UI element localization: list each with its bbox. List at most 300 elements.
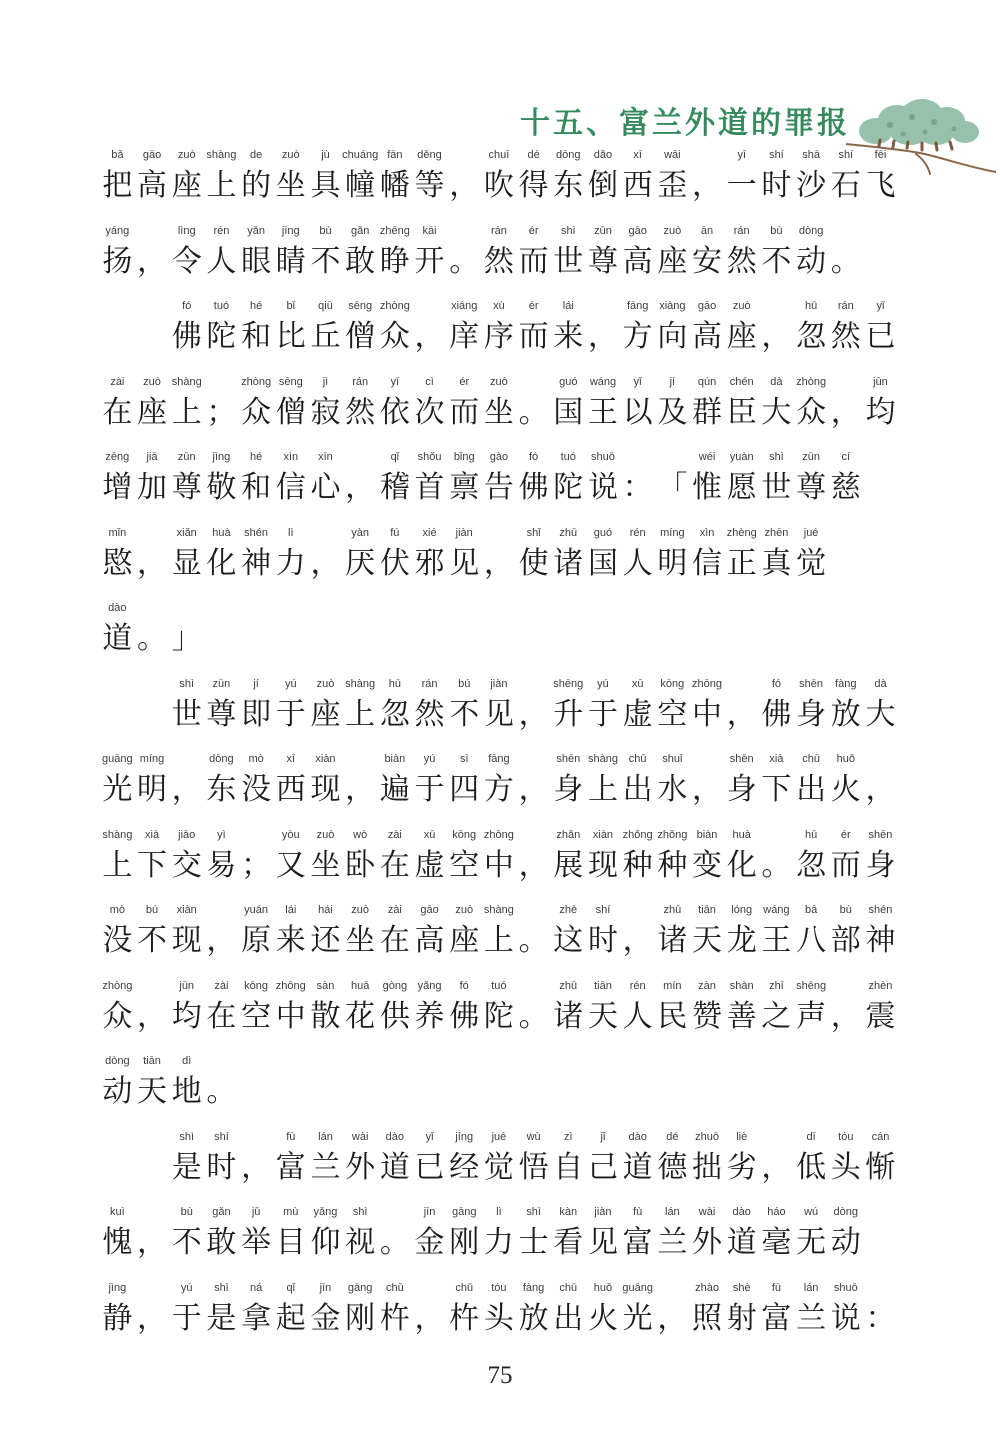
hanzi: 稽 [379,471,410,504]
punct-cell [204,902,239,962]
ruby-cell [378,827,413,887]
pinyin: jué [491,1130,507,1143]
hanzi: 仰 [310,1226,341,1259]
hanzi: 低 [796,1150,827,1184]
hanzi: 照 [692,1301,723,1335]
hanzi: 在 [379,848,410,882]
hanzi: 这 [553,924,584,957]
ruby-cell [447,1129,482,1189]
pinyin: lì [496,1206,502,1218]
pinyin: wáng [763,904,790,916]
pinyin: jí [253,677,259,690]
punct-cell [135,600,170,660]
ruby-cell [724,298,759,358]
pinyin: gāo [697,300,717,312]
hanzi: 忽 [796,320,827,353]
pinyin: zhòng [379,300,410,312]
pinyin: yàn [351,526,370,539]
ruby-cell [239,1204,274,1264]
hanzi: 四 [449,773,480,806]
punct-cell [863,751,898,811]
pinyin: lìng [177,224,196,237]
hanzi: 火 [587,1301,618,1335]
pinyin: shì [769,451,784,463]
hanzi: 还 [310,924,341,957]
pinyin: ér [840,828,851,841]
hanzi: 尊 [796,471,827,504]
ruby-cell [724,1204,759,1264]
pinyin: jūn [179,979,195,992]
ruby-cell [482,1129,517,1189]
hanzi: ， [171,773,202,806]
punct-cell [655,1280,690,1340]
pinyin: xū [631,677,644,690]
pinyin: xià [145,828,160,841]
hanzi: 悟 [518,1150,549,1184]
hanzi: 然 [483,244,514,278]
pinyin: yǎng [417,979,442,992]
ruby-cell [308,223,343,283]
pinyin: jǐ [600,1130,606,1143]
pinyin: wài [351,1130,369,1143]
pinyin: lán [803,1281,819,1294]
hanzi: 升 [553,697,584,731]
ruby-cell [655,978,690,1038]
pinyin: lì [288,526,294,539]
pinyin: shēn [556,753,581,765]
hanzi: 方 [622,320,653,353]
pinyin: yì [217,828,226,841]
punct-cell [516,902,551,962]
ruby-cell [100,1204,135,1264]
hanzi: 。 [830,244,861,278]
pinyin: zhōng [692,677,723,690]
ruby-cell [343,223,378,283]
ruby-cell [135,827,170,887]
hanzi: 身 [865,848,896,882]
ruby-cell [828,1129,863,1189]
ruby-cell [308,827,343,887]
hanzi: 刚 [345,1301,376,1335]
ruby-cell [204,1129,239,1189]
pinyin: zhè [559,904,578,916]
ruby-cell [759,751,794,811]
ruby-cell [655,1204,690,1264]
ruby-cell [100,374,135,434]
hanzi: 群 [692,395,723,429]
pinyin: yǐ [876,300,885,312]
ruby-cell [690,374,725,434]
pinyin: xū [423,828,436,841]
hanzi: 座 [726,320,757,353]
punct-cell [724,676,759,736]
hanzi: 坐 [275,169,306,202]
pinyin: rén [629,979,646,992]
pinyin: zhēng [379,224,410,237]
pinyin: chuī [488,149,510,161]
pinyin: zuò [316,828,335,841]
pinyin: hé [249,451,263,463]
hanzi: 已 [414,1150,445,1184]
pinyin: zài [387,828,402,841]
ruby-cell [204,676,239,736]
hanzi: 首 [414,471,445,504]
page-number: 75 [487,1362,513,1389]
ruby-cell [100,525,135,585]
text-line [100,978,912,1054]
hanzi: 大 [865,697,896,731]
pinyin: shì [179,1130,195,1143]
ruby-cell [169,1129,204,1189]
text-lines [100,147,912,1355]
hanzi: 觉 [796,546,827,580]
hanzi: 上 [483,924,514,957]
ruby-cell [204,449,239,509]
pinyin: wài [698,1206,716,1218]
hanzi: 上 [345,697,376,731]
hanzi: 众 [796,395,827,429]
hanzi: 然 [726,244,757,278]
pinyin: fó [182,300,192,312]
ruby-cell [794,1280,829,1340]
pinyin: gòng [382,979,408,992]
pinyin: qǐ [390,451,400,463]
ruby-cell [273,374,308,434]
pinyin: shí [595,904,611,916]
ruby-cell [100,600,135,660]
punct-cell [828,374,863,434]
ruby-cell [794,676,829,736]
ruby-cell [620,1129,655,1189]
hanzi: 民 [657,999,688,1033]
ruby-cell [204,751,239,811]
hanzi: 卧 [345,848,376,882]
hanzi: 来 [553,320,584,353]
hanzi: 心 [310,471,341,504]
pinyin: ér [528,300,539,312]
pinyin: tóu [838,1130,854,1143]
ruby-cell [828,1204,863,1264]
hanzi: 。 [518,395,549,429]
ruby-cell [482,676,517,736]
hanzi: 兰 [796,1301,827,1335]
punct-cell [655,449,690,509]
ruby-cell [759,374,794,434]
pinyin: rén [629,526,646,539]
hanzi: 于 [587,697,618,731]
ruby-cell [412,978,447,1038]
ruby-cell [551,298,586,358]
ruby-cell [724,827,759,887]
ruby-cell [620,298,655,358]
ruby-cell [135,374,170,434]
pinyin: chén [729,375,754,388]
pinyin: dào [108,602,127,614]
hanzi: 见 [483,697,514,731]
ruby-cell [586,223,621,283]
pinyin: tiān [143,1055,161,1067]
pinyin: xiáng [451,300,478,312]
pinyin: zūn [594,224,612,237]
punct-cell [239,827,274,887]
pinyin: rán [352,375,369,388]
pinyin: xìn [283,451,299,463]
pinyin: dòng [105,1055,130,1067]
pinyin: kōng [660,677,685,690]
ruby-cell [378,676,413,736]
ruby-cell [169,1204,204,1264]
punct-cell [482,525,517,585]
ruby-cell [308,147,343,207]
ruby-cell [551,1129,586,1189]
punct-cell [239,1129,274,1189]
hanzi: 放 [830,697,861,731]
pinyin: gào [489,451,509,463]
pinyin: sēng [348,300,373,312]
hanzi: 动 [102,1075,133,1108]
hanzi: ， [137,1226,168,1259]
ruby-cell [690,525,725,585]
ruby-cell [447,751,482,811]
ruby-cell [308,902,343,962]
pinyin: jūn [873,375,888,388]
ruby-cell [724,449,759,509]
ruby-cell [586,827,621,887]
ruby-cell [863,374,898,434]
pinyin: ān [700,224,714,237]
pinyin: xiàng [659,300,686,312]
hanzi: 比 [275,320,306,353]
pinyin: zài [387,904,402,916]
hanzi: 陀 [553,471,584,504]
hanzi: 头 [483,1301,514,1335]
punct-cell [412,298,447,358]
hanzi: 举 [241,1226,272,1259]
ruby-cell [690,827,725,887]
pinyin: dōng [556,149,581,161]
hanzi: 敢 [345,244,376,278]
ruby-cell [273,298,308,358]
ruby-cell [690,676,725,736]
pinyin: shén [868,904,893,916]
hanzi: 拿 [241,1301,272,1335]
ruby-cell [516,1129,551,1189]
hanzi: 不 [761,244,792,278]
ruby-cell [204,1204,239,1264]
hanzi: ， [449,169,480,202]
ruby-cell [655,374,690,434]
ruby-cell [447,298,482,358]
pinyin: huā [350,979,370,992]
hanzi: 之 [761,999,792,1033]
ruby-cell [239,902,274,962]
ruby-cell [412,374,447,434]
hanzi: 目 [275,1226,306,1259]
hanzi: 慈 [830,471,861,504]
pinyin: bǐ [286,300,296,312]
hanzi: 序 [483,320,514,353]
hanzi: 愧 [102,1226,133,1259]
hanzi: 火 [830,773,861,806]
ruby-cell [690,1129,725,1189]
hanzi: 富 [761,1301,792,1335]
pinyin: gǎn [350,224,370,237]
hanzi: 不 [171,1226,202,1259]
pinyin: zhèn [868,979,893,992]
hanzi: 展 [553,848,584,882]
pinyin: zhēn [764,526,789,539]
punct-cell [135,223,170,283]
hanzi: 丘 [310,320,341,353]
pinyin: fāng [488,753,510,765]
hanzi: 外 [692,1226,723,1259]
ruby-cell [794,827,829,887]
ruby-cell [586,676,621,736]
hanzi: 起 [275,1301,306,1335]
pinyin: sàn [316,979,335,992]
ruby-cell [169,676,204,736]
ruby-cell [655,525,690,585]
hanzi: 时 [761,169,792,202]
hanzi: 敬 [206,471,237,504]
ruby-cell [378,978,413,1038]
hanzi: 已 [865,320,896,353]
ruby-cell [586,449,621,509]
ruby-cell [378,374,413,434]
ruby-cell [724,1129,759,1189]
pinyin: zēng [105,451,130,463]
pinyin: liè [736,1130,748,1143]
hanzi: ， [622,924,653,957]
hanzi: 安 [692,244,723,278]
ruby-cell [620,374,655,434]
hanzi: 拙 [692,1150,723,1184]
text-line [100,525,912,601]
pinyin: jìng [212,451,231,463]
hanzi: 道 [102,622,133,655]
ruby-cell [169,827,204,887]
pinyin: tiān [594,979,612,992]
hanzi: 善 [726,999,757,1033]
hanzi: 虚 [622,697,653,731]
pinyin: mín [663,979,682,992]
hanzi: 花 [345,999,376,1033]
pinyin: shàng [483,904,514,916]
hanzi: 禀 [449,471,480,504]
pinyin: zuò [455,904,474,916]
pinyin: hé [249,300,263,312]
pinyin: zàn [698,979,716,992]
pinyin: zuò [281,149,300,161]
ruby-cell [794,147,829,207]
ruby-cell [794,902,829,962]
hanzi: 种 [657,848,688,882]
ruby-cell [169,978,204,1038]
ruby-cell [204,223,239,283]
pinyin: mǐn [108,526,127,539]
hanzi: 依 [379,395,410,429]
hanzi: 光 [102,773,133,806]
ruby-cell [239,374,274,434]
ruby-cell [412,223,447,283]
ruby-cell [100,978,135,1038]
hanzi: 庠 [449,320,480,353]
ruby-cell [828,298,863,358]
pinyin: jīn [423,1206,436,1218]
ruby-cell [690,978,725,1038]
pinyin: gāo [420,904,439,916]
ruby-cell [863,978,898,1038]
ruby-cell [655,676,690,736]
ruby-cell [759,147,794,207]
pinyin: biàn [384,753,406,765]
hanzi: 座 [310,697,341,731]
pinyin: chǔ [385,1281,404,1294]
hanzi: 天 [137,1075,168,1108]
ruby-cell [412,147,447,207]
ruby-cell [447,525,482,585]
hanzi: 富 [622,1226,653,1259]
ruby-cell [343,827,378,887]
hanzi: ， [761,320,792,353]
pinyin: ér [528,224,539,237]
hanzi: 陀 [206,320,237,353]
pinyin: yǐ [633,375,642,388]
pinyin: jìng [108,1281,127,1294]
punct-cell [135,525,170,585]
pinyin: shēng [796,979,827,992]
hanzi: 金 [414,1226,445,1259]
hanzi: ， [830,395,861,429]
hanzi: 向 [657,320,688,353]
pinyin: fù [286,1130,296,1143]
pinyin: tuó [491,979,507,992]
hanzi: 士 [518,1226,549,1259]
hanzi: 力 [275,546,306,580]
pinyin: háo [767,1206,786,1218]
punct-cell [828,223,863,283]
hanzi: 人 [622,546,653,580]
pinyin: lóng [731,904,753,916]
pinyin: sēng [278,375,303,388]
ruby-cell [135,147,170,207]
pinyin: zuò [177,149,196,161]
text-line [100,676,912,752]
punct-cell [863,1280,898,1340]
ruby-cell [100,147,135,207]
hanzi: 外 [345,1150,376,1184]
ruby-cell [516,298,551,358]
hanzi: 等 [414,169,445,202]
pinyin: mù [283,1206,299,1218]
ruby-cell [551,374,586,434]
pinyin: chuáng [342,149,379,161]
pinyin: lán [318,1130,333,1143]
hanzi: 。 [206,1075,237,1108]
hanzi: 毫 [761,1226,792,1259]
pinyin: mò [248,753,264,765]
pinyin: yú [284,677,297,690]
hanzi: 高 [414,924,445,957]
ruby-cell [273,1129,308,1189]
punct-cell [759,827,794,887]
pinyin: de [249,149,263,161]
pinyin: rán [421,677,438,690]
pinyin: zhuō [695,1130,719,1143]
pinyin: zhòng [102,979,133,992]
ruby-cell [551,902,586,962]
hanzi: 即 [241,697,272,731]
